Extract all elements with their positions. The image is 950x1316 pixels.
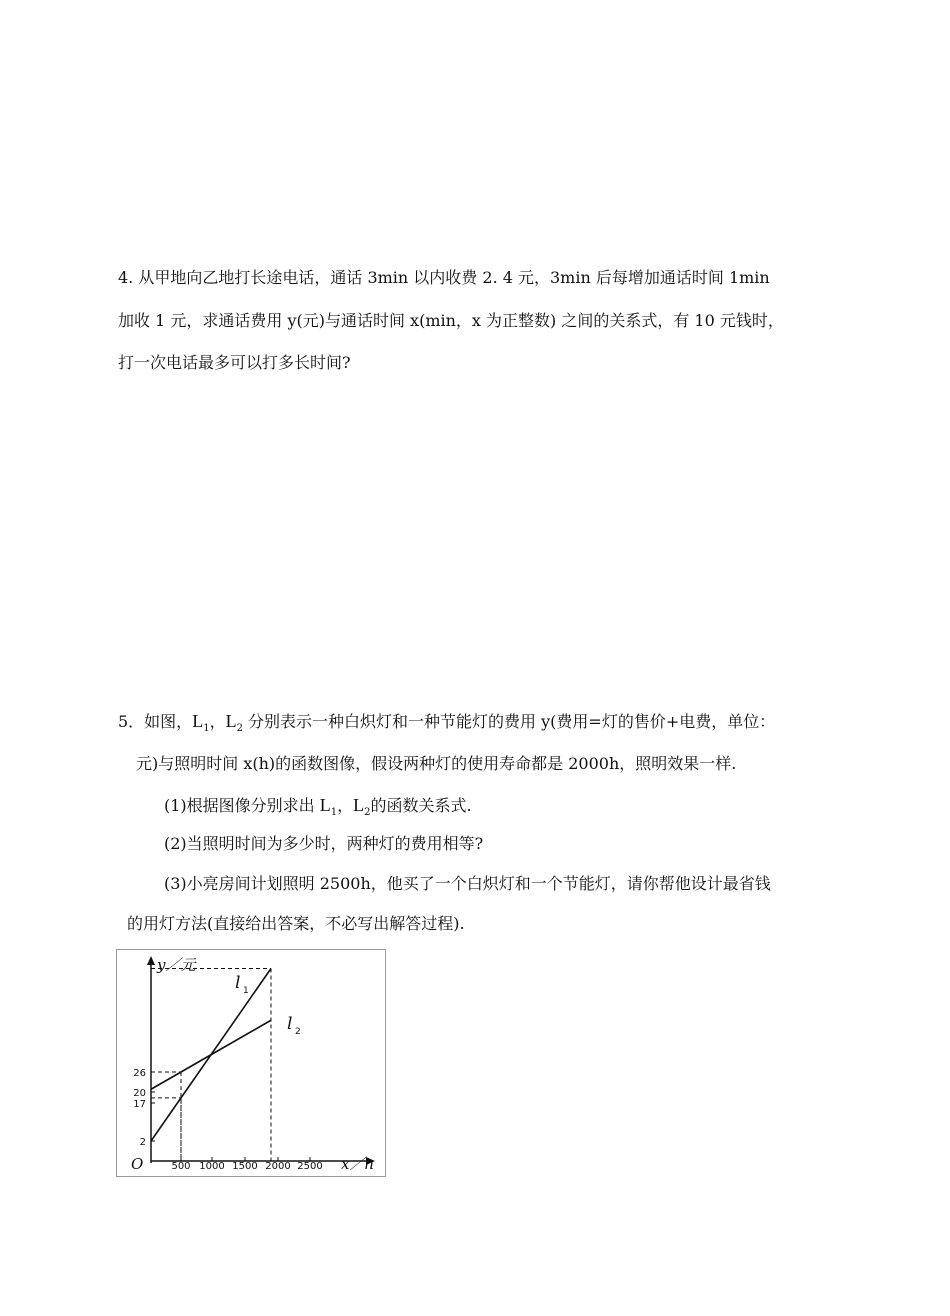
y-tick-label: 20 bbox=[133, 1088, 146, 1099]
cost-chart bbox=[116, 949, 386, 1177]
x-tick-label: 1000 bbox=[199, 1161, 225, 1172]
x-tick-label: 500 bbox=[171, 1161, 191, 1172]
q5-sub-1 bbox=[164, 795, 472, 823]
series-label-l1: l bbox=[235, 973, 241, 993]
x-tick-label: 2000 bbox=[265, 1161, 291, 1172]
q5-sub-3-line-1: (3)小亮房间计划照明 2500h，他买了一个白炽灯和一个节能灯，请你帮他设计最省钱 bbox=[164, 874, 771, 893]
x-tick-label: 1500 bbox=[232, 1161, 258, 1172]
q5-sub-1-intro: (1)根据图像分别求出 bbox=[164, 796, 320, 815]
l1-label: L bbox=[192, 711, 204, 731]
q5-line-2: 元)与照明时间 x(h)的函数图像，假设两种灯的使用寿命都是 2000h，照明效果一样. bbox=[136, 754, 737, 773]
y-tick-label: 17 bbox=[133, 1099, 146, 1110]
x-tick-label: 2500 bbox=[297, 1161, 323, 1172]
x-axis-label: x／h bbox=[341, 1155, 375, 1173]
y-axis-label: y／元 bbox=[157, 956, 196, 974]
sub1-l1-label: L bbox=[319, 795, 331, 815]
l1-l2-separator: ， bbox=[209, 712, 226, 731]
q5-line-1-rest: 分别表示一种白炽灯和一种节能灯的费用 y(费用=灯的售价+电费，单位： bbox=[242, 712, 776, 731]
l2-label: L bbox=[225, 711, 237, 731]
q5-line-1-intro: 5．如图， bbox=[118, 712, 193, 731]
sub1-l2-sub: 2 bbox=[364, 807, 371, 818]
sub1-l2-label: L bbox=[353, 795, 365, 815]
origin-label: O bbox=[131, 1155, 144, 1173]
y-axis-arrow bbox=[147, 956, 155, 965]
q4-line-1: 4. 从甲地向乙地打长途电话，通话 3min 以内收费 2. 4 元，3min 后每增加通话时间 1min bbox=[118, 268, 770, 287]
series-label-l2: l bbox=[287, 1014, 293, 1034]
q4-line-2: 加收 1 元，求通话费用 y(元)与通话时间 x(min，x 为正整数) 之间的关系式，有 10 元钱时， bbox=[118, 311, 784, 330]
series-line-l2 bbox=[151, 1020, 271, 1089]
q5-sub-1-rest: 的函数关系式. bbox=[370, 796, 472, 815]
l1-label-sub: 1 bbox=[203, 723, 210, 734]
series-label-sub-l2: 2 bbox=[295, 1027, 301, 1037]
q5-sub-3-line-2: 的用灯方法(直接给出答案，不必写出解答过程). bbox=[127, 914, 465, 933]
q4-line-3: 打一次电话最多可以打多长时间? bbox=[118, 353, 351, 372]
sub1-separator: ， bbox=[337, 796, 354, 815]
q5-line-1 bbox=[118, 711, 775, 739]
y-tick-label: 26 bbox=[133, 1068, 146, 1079]
sub1-l1-sub: 1 bbox=[330, 807, 338, 818]
cost-chart-svg bbox=[117, 950, 385, 1176]
l2-label-sub: 2 bbox=[236, 723, 243, 734]
y-tick-label: 2 bbox=[139, 1137, 146, 1148]
series-label-sub-l1: 1 bbox=[243, 986, 249, 996]
q5-sub-2: (2)当照明时间为多少时，两种灯的费用相等? bbox=[164, 834, 484, 853]
